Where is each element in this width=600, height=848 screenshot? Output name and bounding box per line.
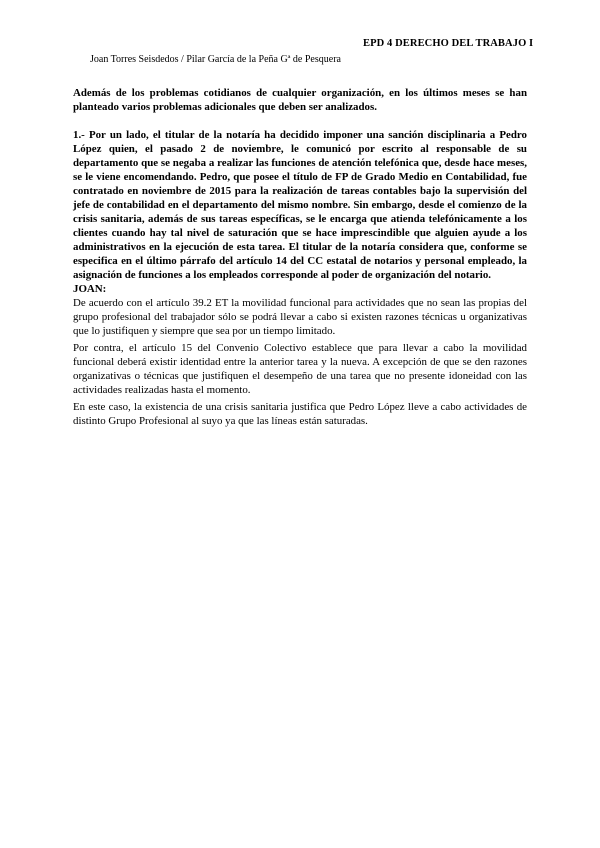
- answer-paragraph-3: En este caso, la existencia de una crisis sanitaria justifica que Pedro López lleve a cabo actividades de distinto Grupo Profesional al suyo ya que las líneas están saturadas.: [73, 401, 527, 427]
- document-header-title: EPD 4 DERECHO DEL TRABAJO I: [363, 38, 534, 49]
- document-authors: Joan Torres Seisdedos / Pilar García de la Peña Gª de Pesquera: [90, 54, 341, 65]
- answer-paragraph-1: De acuerdo con el artículo 39.2 ET la movilidad funcional para actividades que no sean las propias del grupo profesional del trabajador sólo se podrá llevar a cabo si existen razones técnicas u organizativas que lo justifiquen y siempre que sea por un tiempo limitado.: [73, 297, 527, 337]
- answer-paragraph-2: Por contra, el artículo 15 del Convenio Colectivo establece que para llevar a cabo la movilidad funcional deberá existir identidad entre la anterior tarea y la nueva. A excepción de que se den razones organizativas o técnicas que justifiquen el desempeño de una tarea que no presente idoneidad con las actividades realizadas hasta el momento.: [73, 342, 527, 396]
- answer-author-label: JOAN:: [73, 283, 107, 295]
- document-body: [73, 86, 527, 431]
- question-1-paragraph: 1.- Por un lado, el titular de la notaría ha decidido imponer una sanción disciplinaria a Pedro López quien, el pasado 2 de noviembre, le comunicó por escrito al responsable de su departamento que se negaba a realizar las funciones de atención telefónica que, desde hace meses, se le viene encomendando. Pedro, que posee el título de FP de Grado Medio en Contabilidad, fue contratado en noviembre de 2015 para la realización de tareas contables bajo la supervisión del jefe de contabilidad en el departamento del mismo nombre. Sin embargo, desde el comienzo de la crisis sanitaria, además de sus tareas específicas, se le encarga que atienda telefónicamente a los clientes cuando hay tal nivel de saturación que se hace imprescindible que alguien ayude a los administrativos en la ejecución de esta tarea. El titular de la notaría considera que, conforme se especifica en el último párrafo del artículo 14 del CC estatal de notarios y personal empleado, la asignación de funciones a los empleados corresponde al poder de organización del notario.: [73, 129, 527, 281]
- intro-paragraph: Además de los problemas cotidianos de cualquier organización, en los últimos meses se han planteado varios problemas adicionales que deben ser analizados.: [73, 87, 527, 113]
